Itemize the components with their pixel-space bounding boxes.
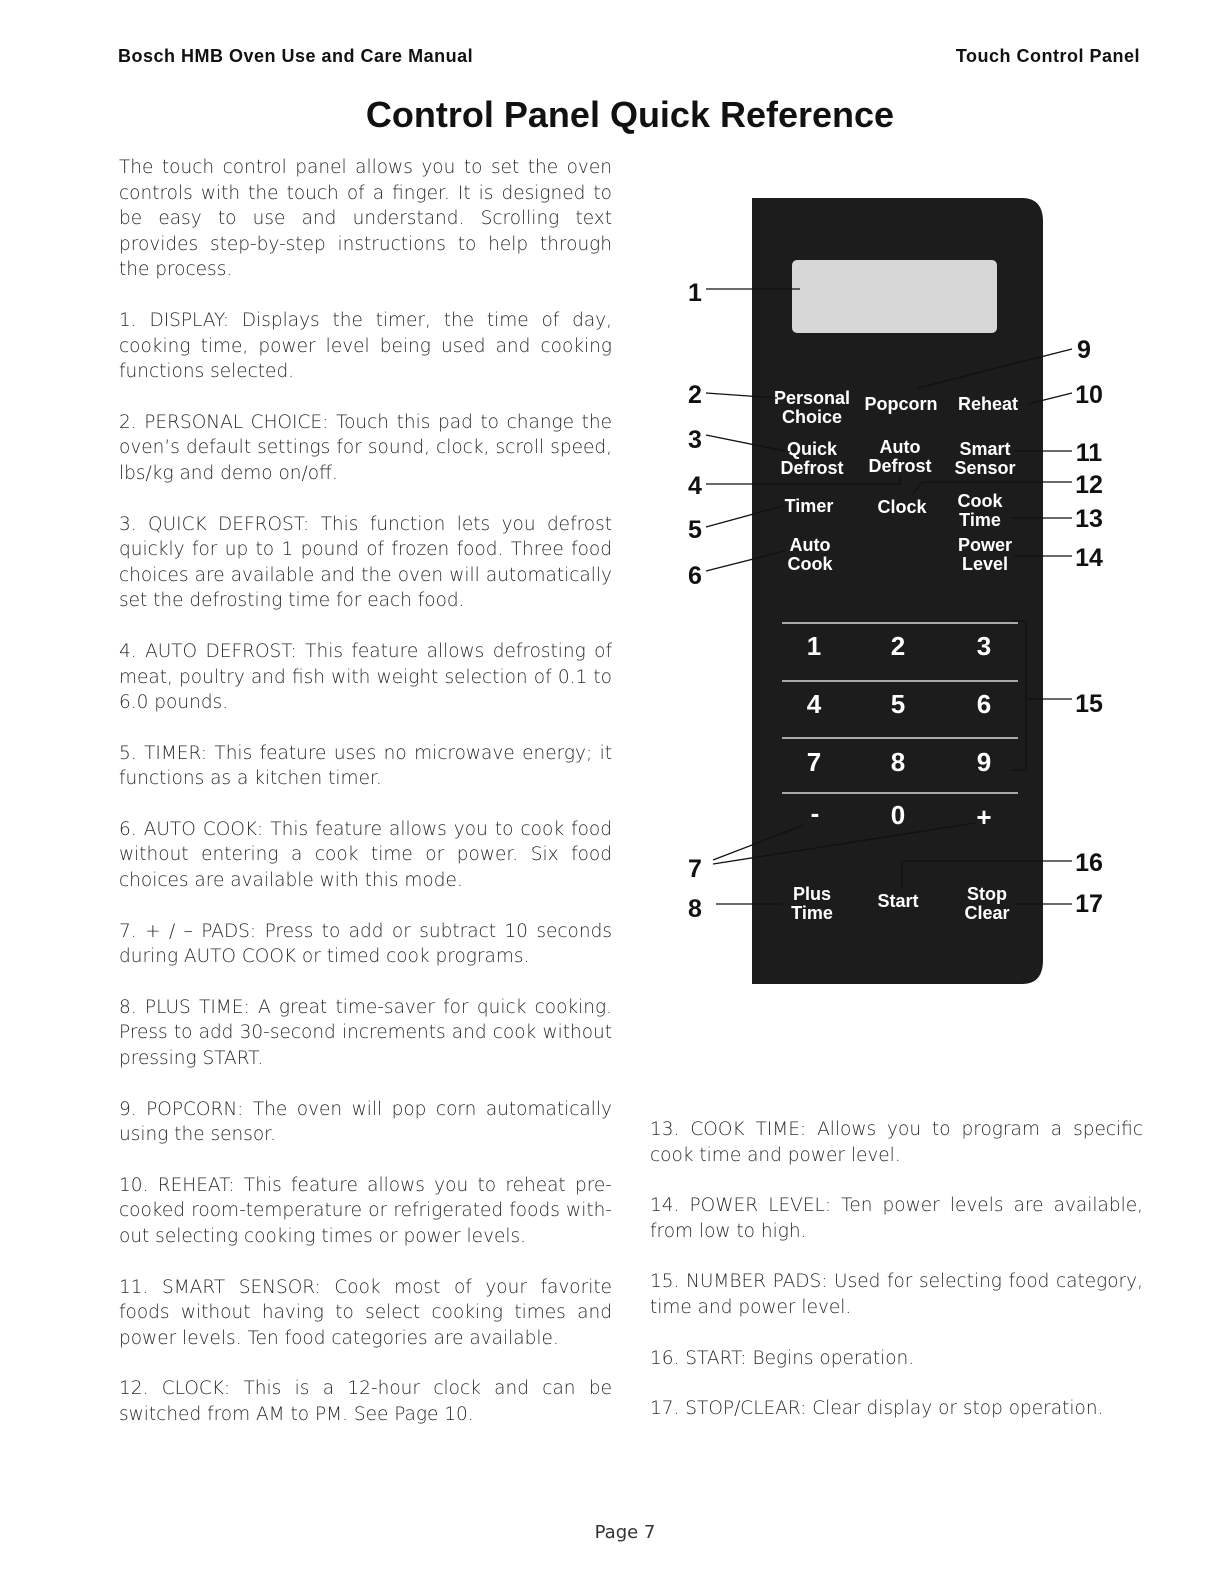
item-plus-time: 8. PLUS TIME: A great time-saver for quick cooking. Press to add 30-second increments and cook without pressing START. xyxy=(119,996,612,1070)
stop-clear-pad[interactable] xyxy=(964,884,1009,923)
svg-text:Smart: Smart xyxy=(959,439,1011,459)
item-popcorn: 9. POPCORN: The oven will pop corn automatically using the sensor. xyxy=(119,1098,612,1146)
reheat-pad[interactable]: Reheat xyxy=(957,394,1019,414)
svg-text:Cook: Cook xyxy=(957,491,1003,511)
svg-text:Clear: Clear xyxy=(964,903,1010,923)
svg-text:Choice: Choice xyxy=(781,407,843,427)
callout-13: 13 xyxy=(1075,505,1103,533)
callout-1: 1 xyxy=(688,279,702,307)
callout-12: 12 xyxy=(1075,471,1103,499)
callout-16: 16 xyxy=(1075,849,1103,877)
plus-pad[interactable]: + xyxy=(976,802,992,832)
number-pad-7[interactable]: 7 xyxy=(806,747,822,777)
svg-text:Auto: Auto xyxy=(879,437,921,457)
popcorn-pad[interactable]: Popcorn xyxy=(864,394,938,414)
svg-text:Quick: Quick xyxy=(786,439,838,459)
svg-text:Time: Time xyxy=(791,903,833,923)
callout-9: 9 xyxy=(1077,336,1091,364)
item-number-pads: 15. NUMBER PADS: Used for selecting food category, time and power level. xyxy=(650,1271,1143,1318)
clock-pad[interactable]: Clock xyxy=(877,497,927,517)
svg-text:Sensor: Sensor xyxy=(954,458,1016,478)
svg-text:Plus: Plus xyxy=(792,884,832,904)
callout-14: 14 xyxy=(1075,544,1103,572)
item-auto-defrost: 4. AUTO DEFROST: This feature allows defrosting of meat, poultry and fish with weight selection of 0.1 to 6.0 pounds. xyxy=(119,640,612,714)
start-pad[interactable]: Start xyxy=(877,891,919,911)
callout-17: 17 xyxy=(1075,890,1103,918)
number-pad-8[interactable]: 8 xyxy=(890,747,906,777)
item-clock: 12. CLOCK: This is a 12-hour clock and can be switched from AM to PM. See Page 10. xyxy=(119,1378,612,1425)
minus-pad[interactable]: - xyxy=(810,798,820,828)
number-pad-6[interactable]: 6 xyxy=(976,689,992,719)
item-smart-sensor: 11. SMART SENSOR: Cook most of your favorite foods without having to select cooking times and power levels. Ten food categories are available. xyxy=(119,1276,612,1349)
timer-pad[interactable]: Timer xyxy=(784,496,834,516)
display-window xyxy=(792,260,997,333)
header-manual-title: Bosch HMB Oven Use and Care Manual xyxy=(118,46,474,66)
callout-6: 6 xyxy=(688,562,702,590)
svg-text:Level: Level xyxy=(961,554,1009,574)
svg-text:Cook: Cook xyxy=(787,554,833,574)
page-number: Page 7 xyxy=(594,1522,656,1543)
svg-text:Power: Power xyxy=(957,535,1013,555)
svg-text:Stop: Stop xyxy=(967,884,1007,904)
item-reheat: 10. REHEAT: This feature allows you to reheat pre-cooked room-temperature or refrigerated foods with-out selecting cooking times or power levels. xyxy=(119,1174,612,1247)
svg-text:Time: Time xyxy=(959,510,1001,530)
callout-7: 7 xyxy=(688,855,702,883)
callout-2: 2 xyxy=(688,381,702,409)
item-cook-time: 13. COOK TIME: Allows you to program a specific cook time and power level. xyxy=(650,1119,1143,1166)
item-auto-cook: 6. AUTO COOK: This feature allows you to cook food without entering a cook time or power. Six food choices are available with this mode. xyxy=(119,818,612,892)
svg-text:Personal: Personal xyxy=(773,388,851,408)
callout-15: 15 xyxy=(1075,690,1103,718)
item-personal-choice: 2. PERSONAL CHOICE: Touch this pad to change the oven’s default settings for sound, clock, scroll speed, lbs/kg and demo on/off. xyxy=(119,411,612,484)
quick-defrost-pad[interactable] xyxy=(780,439,843,478)
intro-paragraph: The touch control panel allows you to set the oven controls with the touch of a finger. It is designed to be easy to use and understand. Scrolling text provides step-by-step instructions to help through the process. xyxy=(119,157,612,281)
svg-text:Defrost: Defrost xyxy=(780,458,844,478)
number-pad-9[interactable]: 9 xyxy=(976,747,992,777)
callout-11: 11 xyxy=(1075,439,1103,467)
svg-text:Auto: Auto xyxy=(789,535,831,555)
number-pad-3[interactable]: 3 xyxy=(976,631,992,661)
callout-4: 4 xyxy=(688,472,702,500)
number-pad-4[interactable]: 4 xyxy=(806,689,822,719)
number-pad-2[interactable]: 2 xyxy=(890,631,906,661)
item-display: 1. DISPLAY: Displays the timer, the time of day, cooking time, power level being used and cooking functions selected. xyxy=(119,309,612,383)
power-level-pad[interactable] xyxy=(958,535,1012,574)
page-title: Control Panel Quick Reference xyxy=(365,94,895,135)
item-power-level: 14. POWER LEVEL: Ten power levels are available, from low to high. xyxy=(650,1195,1143,1242)
personal-choice-pad[interactable] xyxy=(774,388,850,427)
cook-time-pad[interactable] xyxy=(958,491,1004,530)
plus-time-pad[interactable] xyxy=(791,884,833,923)
callout-3: 3 xyxy=(688,426,702,454)
callout-8: 8 xyxy=(688,895,702,923)
header-section-title: Touch Control Panel xyxy=(955,46,1140,66)
smart-sensor-pad[interactable] xyxy=(954,439,1015,478)
item-quick-defrost: 3. QUICK DEFROST: This function lets you defrost quickly for up to 1 pound of frozen food. Three food choices are available and the oven will automatically set the defrosting time for each food. xyxy=(119,513,612,612)
callout-5: 5 xyxy=(688,516,702,544)
item-timer: 5. TIMER: This feature uses no microwave energy; it functions as a kitchen timer. xyxy=(119,742,612,790)
number-pad-0[interactable]: 0 xyxy=(890,800,906,830)
number-pad-1[interactable]: 1 xyxy=(806,631,822,661)
item-stop-clear: 17. STOP/CLEAR: Clear display or stop operation. xyxy=(650,1398,1104,1420)
auto-cook-pad[interactable] xyxy=(788,535,834,574)
svg-text:Defrost: Defrost xyxy=(868,456,932,476)
item-plus-minus-pads: 7. + / – PADS: Press to add or subtract 10 seconds during AUTO COOK or timed cook programs. xyxy=(119,920,612,968)
number-pad-5[interactable]: 5 xyxy=(890,689,906,719)
callout-10: 10 xyxy=(1075,381,1103,409)
item-start: 16. START: Begins operation. xyxy=(650,1347,915,1369)
